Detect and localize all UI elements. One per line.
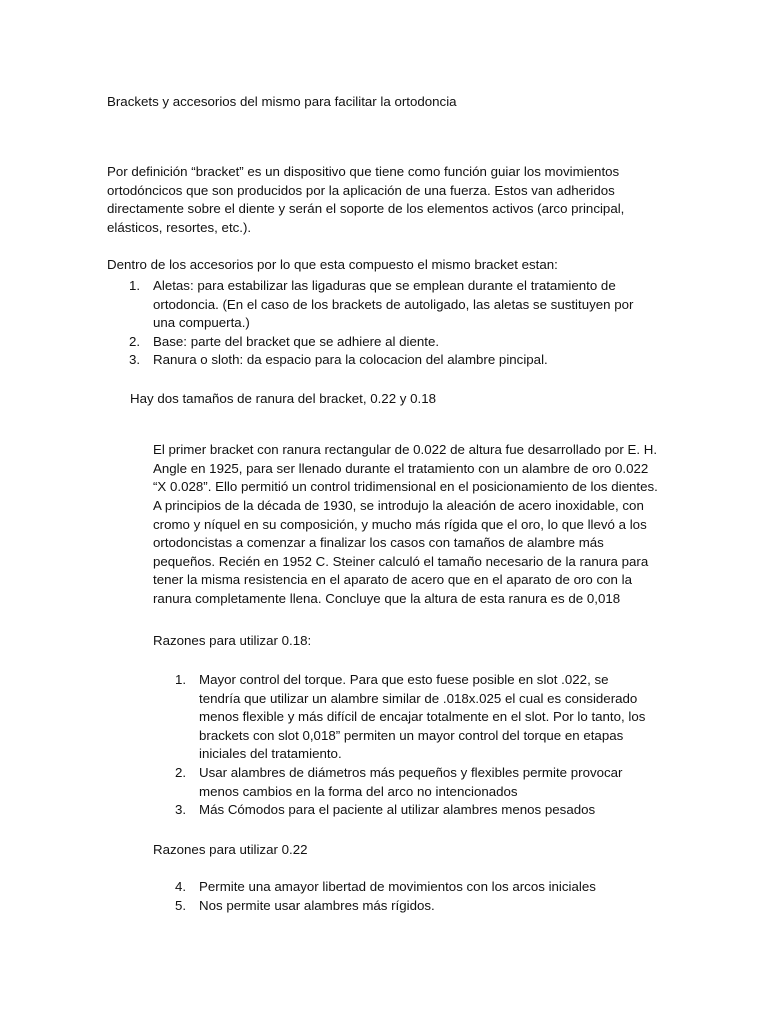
list-item: [153, 801, 651, 820]
reasons-022-list: [153, 878, 651, 915]
definition-paragraph: Por definición “bracket” es un dispositivo que tiene como función guiar los movimientos ortodóncicos que son producidos por la aplicación de una fuerza. Estos van adheridos directamente sobre el diente y serán el soporte de los elementos activos (arco principal, elásticos, resortes, etc.).: [107, 164, 625, 236]
list-text: Mayor control del torque. Para que esto fuese posible en slot .022, se tendría que utilizar un alambre similar de .018x.025 el cual es considerado menos flexible y más difícil de encajar totalmente en el slot. Por lo tanto, los brackets con slot 0,018” permiten un mayor control del torque en etapas iniciales del tratamiento.: [199, 672, 646, 762]
list-number: 2.: [175, 764, 187, 780]
reasons-018-heading: Razones para utilizar 0.18:: [153, 633, 312, 648]
list-number: 1.: [175, 672, 187, 687]
history-paragraph: El primer bracket con ranura rectangular de 0.022 de altura fue desarrollado por E. H. Angle en 1925, para ser llenado durante el tratamiento con un alambre de oro 0.022 “X 0.028”. Ello permitió un control tridimensional en el posicionamiento de los dientes. A principios de la década de 1930, se introdujo la aleación de acero inoxidable, con cromo y níquel en su composición, y mucho más rígida que el oro, lo que llevó a los ortodoncistas a comenzar a finalizar los casos con tamaños de alambre más pequeños. Recién en 1952 C. Steiner calculó el tamaño necesario de la ranura para tener la misma resistencia en el aparato de acero que en el aparato de oro con la ranura completamente llena. Concluye que la altura de esta ranura es de 0,018: [153, 442, 658, 607]
list-text: Usar alambres de diámetros más pequeños y flexibles permite provocar menos cambios en la forma del arco no intencionados: [199, 764, 623, 799]
slot-sizes-heading: Hay dos tamaños de ranura del bracket, 0.22 y 0.18: [130, 391, 437, 406]
reasons-018-list: [153, 671, 651, 820]
list-item: [153, 897, 651, 916]
list-item: [107, 333, 655, 352]
list-number: 5.: [175, 897, 187, 913]
list-text: Permite una amayor libertad de movimientos con los arcos iniciales: [199, 879, 596, 894]
list-text: Nos permite usar alambres más rígidos.: [199, 897, 435, 913]
reasons-022-heading: Razones para utilizar 0.22: [153, 842, 308, 857]
list-item: [107, 277, 655, 333]
list-text: Ranura o sloth: da espacio para la colocacion del alambre pincipal.: [153, 352, 548, 368]
list-item: [153, 878, 651, 897]
list-number: 3.: [175, 802, 187, 818]
accessories-list: [107, 277, 655, 370]
list-number: 4.: [175, 879, 187, 894]
list-text: Aletas: para estabilizar las ligaduras que se emplean durante el tratamiento de ortodoncia. (En el caso de los brackets de autoligado, las aletas se sustituyen por una compuerta.): [153, 278, 634, 331]
list-number: 1.: [129, 278, 141, 293]
accessories-intro-paragraph: Dentro de los accesorios por lo que esta compuesto el mismo bracket estan:: [107, 257, 558, 273]
list-item: [153, 764, 651, 801]
list-number: 3.: [129, 352, 141, 368]
document-title: Brackets y accesorios del mismo para facilitar la ortodoncia: [107, 94, 457, 109]
list-number: 2.: [129, 333, 141, 349]
list-text: Más Cómodos para el paciente al utilizar alambres menos pesados: [199, 802, 596, 818]
list-item: [107, 351, 655, 370]
list-text: Base: parte del bracket que se adhiere al diente.: [153, 333, 440, 349]
list-item: [153, 671, 651, 764]
